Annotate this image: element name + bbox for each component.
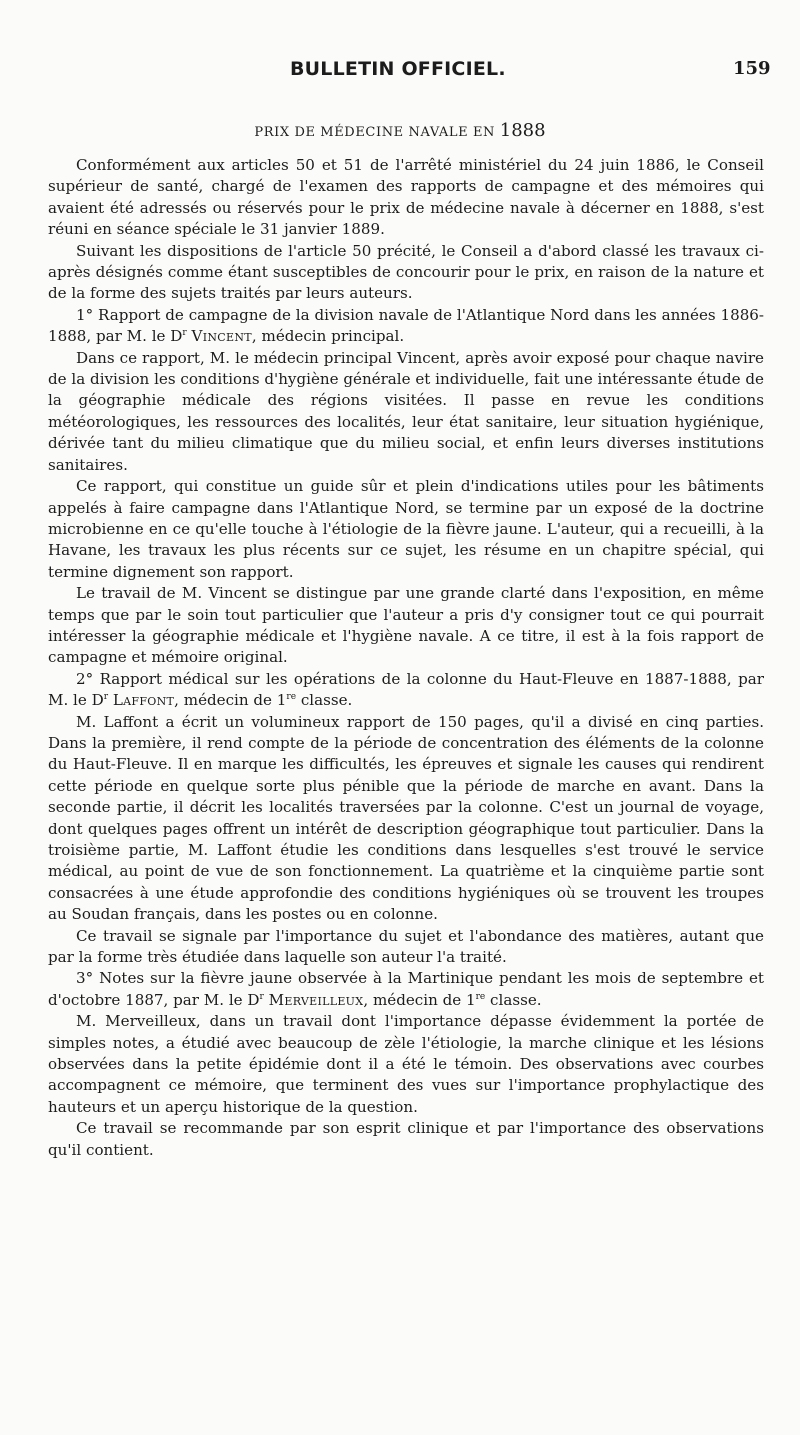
entry-1-sup: r [182, 328, 187, 339]
paragraph-9: Ce travail se signale par l'importance du sujet et l'abondance des matières, autant que par la forme très étudiée dans laquelle son auteur l'a traité. [48, 926, 764, 967]
entry-3-heading [48, 968, 764, 1011]
paragraph-8: M. Laffont a écrit un volumineux rapport de 150 pages, qu'il a divisé en cinq parties. Dans la première, il rend compte de la période de concentration des éléments de la colonne du Haut-Fleuve. Il en marque les difficultés, les épreuves et signale les causes qui rendirent cette période en quelque sorte plus pénible que la période de marche en avant. Dans la seconde partie, il décrit les localités traversées par la colonne. C'est un journal de voyage, dont quelques pages offrent un intérêt de description géographique tout particulier. Dans la troisième partie, M. Laffont étudie les conditions dans lesquelles s'est trouvé le service médical, au point de vue de son fonctionnement. La quatrième et la cinquième partie sont consacrées à une étude approfondie des conditions hygiéniques où se trouvent les troupes au Soudan français, dans les postes ou en colonne. [48, 712, 764, 924]
entry-2-lead: 2° Rapport médical sur les opérations de la colonne du Haut-Fleuve en 1887-1888, par M. le D [48, 669, 764, 710]
entry-2-sup2: re [286, 692, 297, 703]
paragraph-11: M. Merveilleux, dans un travail dont l'importance dépasse évidemment la portée de simples notes, a étudié avec beaucoup de zèle l'étiologie, la marche clinique et les lésions observées dans la petite épidémie dont il a été le témoin. Des observations avec courbes accompagnent ce mémoire, que terminent des vues sur l'importance prophylactique des hauteurs et un aperçu historique de la question. [48, 1012, 764, 1116]
running-head [0, 58, 800, 88]
entry-3-author: Merveilleux [268, 990, 364, 1009]
entry-1-heading [48, 305, 764, 348]
entry-3-tail2: classe. [485, 990, 542, 1009]
section-title-year: 1888 [499, 120, 546, 141]
page-number: 159 [733, 58, 771, 79]
running-title: BULLETIN OFFICIEL. [290, 58, 506, 80]
entry-3-sup: r [259, 991, 264, 1002]
entry-1-author: Vincent [191, 327, 252, 346]
entry-2-sup: r [103, 692, 109, 703]
entry-3-lead: 3° Notes sur la fièvre jaune observée à la Martinique pendant les mois de septembre et d'octobre 1887, par M. le D [48, 969, 764, 1009]
entry-2-author: Laffont [112, 691, 175, 710]
section-title [0, 120, 800, 141]
entry-2-tail2: classe. [296, 691, 353, 710]
paragraph-1: Conformément aux articles 50 et 51 de l'arrêté ministériel du 24 juin 1886, le Conseil supérieur de santé, chargé de l'examen des rapports de campagne et des mémoires qui avaient été adressés ou réservés pour le prix de médecine navale à décerner en 1888, s'est réuni en séance spéciale le 31 janvier 1889. [48, 156, 764, 239]
paragraph-2: Suivant les dispositions de l'article 50 précité, le Conseil a d'abord classé les travaux ci-après désignés comme étant susceptibles de concourir pour le prix, en raison de la nature et de la forme des sujets traités par leurs auteurs. [48, 241, 764, 303]
section-title-text: PRIX DE MÉDECINE NAVALE EN [254, 125, 496, 140]
paragraph-4: Dans ce rapport, M. le médecin principal Vincent, après avoir exposé pour chaque navire de la division les conditions d'hygiène générale et individuelle, fait une intéressante étude de la géographie médicale des régions visitées. Il passe en revue les conditions météorologiques, les ressources des localités, leur état sanitaire, leur situation hygiénique, dérivée tant du milieu climatique que du milieu social, et enfin leurs diverses institutions sanitaires. [48, 348, 764, 474]
body-text [48, 155, 764, 1161]
entry-1-lead: 1° Rapport de campagne de la division navale de l'Atlantique Nord dans les années 1886-1888, par M. le D [48, 305, 764, 346]
entry-2-heading [48, 669, 764, 712]
entry-1-tail: , médecin principal. [251, 327, 405, 346]
paragraph-5: Ce rapport, qui constitue un guide sûr et plein d'indications utiles pour les bâtiments appelés à faire campagne dans l'Atlantique Nord, se termine par un exposé de la doctrine microbienne en ce qu'elle touche à l'étiologie de la fièvre jaune. L'auteur, qui a recueilli, à la Havane, les travaux les plus récents sur ce sujet, les résume en un chapitre spécial, qui termine dignement son rapport. [48, 477, 764, 581]
paragraph-6: Le travail de M. Vincent se distingue par une grande clarté dans l'exposition, en même temps que par le soin tout particulier que l'auteur a pris d'y consigner tout ce qui pourrait intéresser la géographie médicale et l'hygiène navale. A ce titre, il est à la fois rapport de campagne et mémoire original. [48, 584, 764, 667]
entry-2-tail: , médecin de 1 [174, 691, 287, 710]
entry-3-tail: , médecin de 1 [363, 990, 476, 1009]
entry-3-sup2: re [475, 991, 486, 1002]
paragraph-12: Ce travail se recommande par son esprit clinique et par l'importance des observations qu'il contient. [48, 1119, 764, 1159]
